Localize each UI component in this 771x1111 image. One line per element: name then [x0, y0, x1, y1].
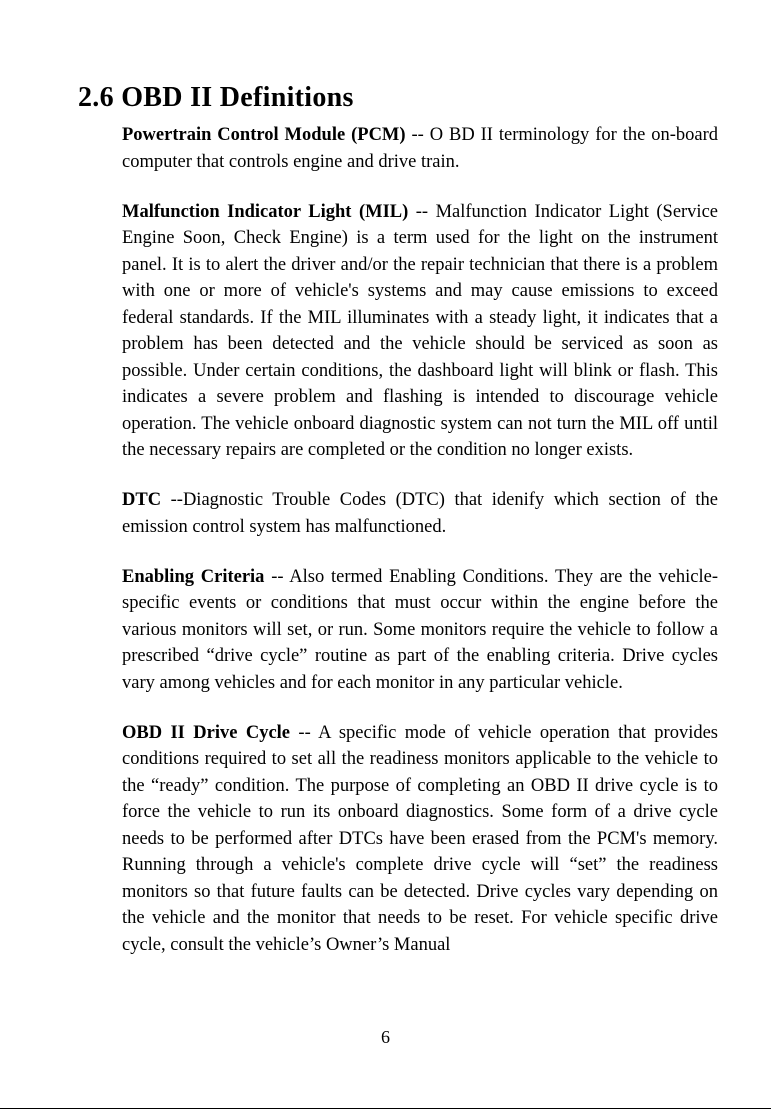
definition-separator: -- [264, 566, 290, 587]
definition-term: Malfunction Indicator Light (MIL) [122, 201, 409, 222]
definition-separator: -- [405, 125, 430, 145]
definition-mil [122, 199, 718, 464]
definition-text: O BD II terminology for the on-board computer that controls engine and drive train. [122, 125, 718, 172]
definition-text: Malfunction Indicator Light (Service Engine Soon, Check Engine) is a term used for the light on the instrument panel. It is to alert the driver and/or the repair technician that there is a problem with one or more of vehicle's systems and may cause emissions to exceed federal standards. If the MIL illuminates with a steady light, it indicates that a problem has been detected and the vehicle should be serviced as soon as possible. Under certain conditions, the dashboard light will blink or flash. This indicates a severe problem and flashing is intended to discourage vehicle operation. The vehicle onboard diagnostic system can not turn the MIL off until the necessary repairs are completed or the condition no longer exists. [122, 201, 718, 460]
definition-dtc [122, 487, 718, 540]
definition-drive-cycle [122, 720, 718, 959]
definition-term: DTC [122, 490, 162, 510]
definition-separator: -- [290, 722, 319, 743]
definition-text: A specific mode of vehicle operation that provides conditions required to set all the readiness monitors applicable to the vehicle to the “ready” condition. The purpose of completing an OBD II drive cycle is to force the vehicle to run its onboard diagnostics. Some form of a drive cycle needs to be performed after DTCs have been erased from the PCM's memory. Running through a vehicle's complete drive cycle will “set” the readiness monitors so that future faults can be detected. Drive cycles vary depending on the vehicle and the monitor that needs to be reset. For vehicle specific drive cycle, consult the vehicle’s Owner’s Manual [122, 722, 718, 955]
page-number: 6 [381, 1027, 390, 1047]
definition-separator: -- [408, 201, 436, 222]
section-heading: 2.6 OBD II Definitions [78, 82, 354, 113]
definition-term: Powertrain Control Module (PCM) [122, 125, 406, 145]
definition-term: Enabling Criteria [122, 566, 265, 587]
definition-enabling-criteria [122, 564, 718, 697]
definitions-list [122, 122, 718, 982]
definition-text: Diagnostic Trouble Codes (DTC) that idenify which section of the emission control system has malfunctioned. [122, 490, 718, 537]
definition-term: OBD II Drive Cycle [122, 722, 291, 743]
definition-separator: -- [161, 490, 183, 510]
definition-pcm [122, 122, 718, 175]
bottom-rule [0, 1108, 771, 1109]
definition-text: Also termed Enabling Conditions. They are the vehicle-specific events or conditions that must occur within the engine before the various monitors will set, or run. Some monitors require the vehicle to follow a prescribed “drive cycle” routine as part of the enabling criteria. Drive cycles vary among vehicles and for each monitor in any particular vehicle. [122, 566, 719, 693]
